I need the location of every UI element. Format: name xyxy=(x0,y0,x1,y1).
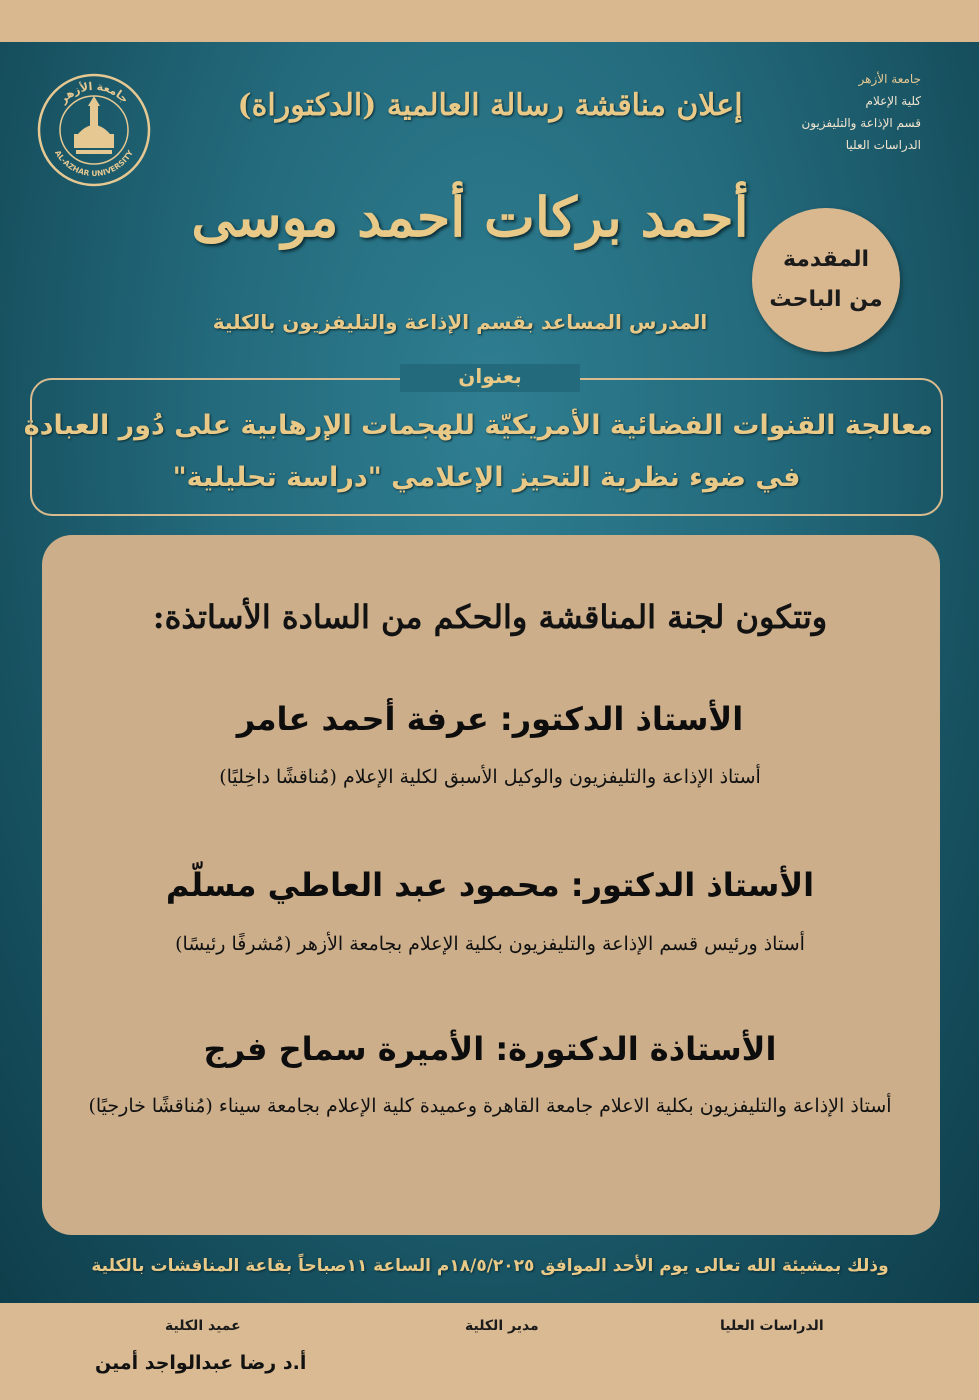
top-band xyxy=(0,0,979,42)
dean-name: أ.د رضا عبدالواجد أمين xyxy=(95,1352,307,1374)
candidate-position: المدرس المساعد بقسم الإذاعة والتليفزيون بالكلية xyxy=(212,310,708,334)
thesis-intro: بعنوان xyxy=(400,364,580,392)
thesis-title-line-2: في ضوء نظرية التحيز الإعلامي "دراسة تحليلية" xyxy=(172,462,801,493)
presenter-badge xyxy=(752,208,900,352)
signatory-faculty-director: مدير الكلية xyxy=(465,1318,539,1334)
badge-line-1: المقدمة xyxy=(782,247,870,272)
thesis-title-frame xyxy=(23,378,943,516)
announcement-headline: إعلان مناقشة رسالة العالمية (الدكتوراة) xyxy=(237,88,743,123)
committee-member-name: الأستاذ الدكتور: محمود عبد العاطي مسلّم xyxy=(165,866,815,904)
schedule-note: وذلك بمشيئة الله تعالى يوم الأحد الموافق ١٨/٥/٢٠٢٥م الساعة ١١صباحاً بقاعة المناقشات بالكلية xyxy=(91,1256,889,1276)
university-logo xyxy=(36,72,152,188)
committee-member-role: أستاذ الإذاعة والتليفزيون والوكيل الأسبق لكلية الإعلام (مُناقشًا داخِليًا) xyxy=(219,766,761,788)
badge-line-2: من الباحث xyxy=(769,287,883,312)
signatory-graduate-studies: الدراسات العليا xyxy=(720,1318,824,1334)
seal-arabic-text: جامعة الأزهر xyxy=(56,79,132,106)
al-azhar-seal-icon xyxy=(36,72,152,188)
thesis-title-line-1: معالجة القنوات الفضائية الأمريكيّة للهجمات الإرهابية على دُور العبادة xyxy=(23,410,933,441)
department-name: قسم الإذاعة والتليفزيون xyxy=(801,116,921,130)
candidate-name: أحمد بركات أحمد موسى xyxy=(191,185,749,249)
university-name: جامعة الأزهر xyxy=(858,72,921,86)
committee-heading: وتتكون لجنة المناقشة والحكم من السادة الأساتذة: xyxy=(152,598,828,636)
committee-member-role: أستاذ ورئيس قسم الإذاعة والتليفزيون بكلية الإعلام بجامعة الأزهر (مُشرفًا رئيسًا) xyxy=(175,933,805,955)
committee-member-name: الأستاذ الدكتور: عرفة أحمد عامر xyxy=(236,700,744,738)
committee-member-role: أستاذ الإذاعة والتليفزيون بكلية الاعلام جامعة القاهرة وعميدة كلية الإعلام بجامعة سيناء (مُناقشًا خارجيًا) xyxy=(88,1095,892,1117)
signatory-dean-title: عميد الكلية xyxy=(165,1318,241,1334)
office-name: الدراسات العليا xyxy=(845,138,921,152)
seal-english-text: AL-AZHAR UNIVERSITY xyxy=(53,148,135,179)
committee-member-name: الأستاذة الدكتورة: الأميرة سماح فرج xyxy=(203,1030,777,1068)
faculty-name: كلية الإعلام xyxy=(865,94,921,108)
